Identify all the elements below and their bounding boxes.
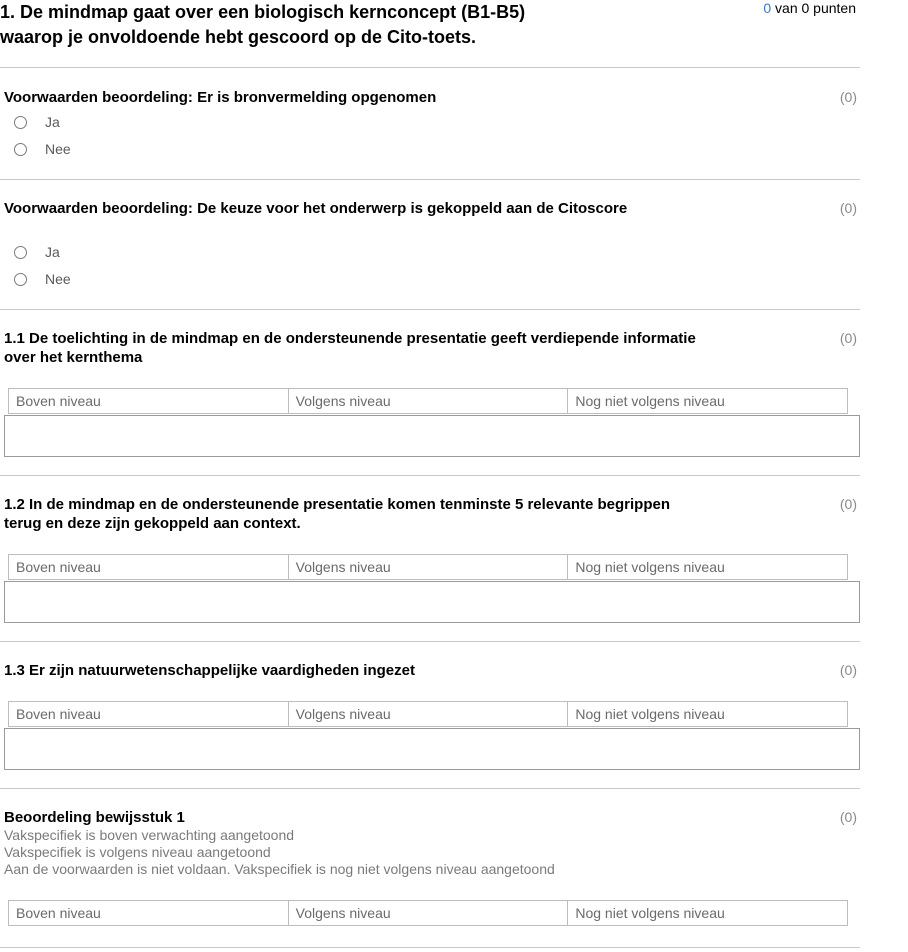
- radio-option-ja[interactable]: [14, 112, 60, 132]
- criterion-onderwerp-citoscore: [0, 179, 860, 310]
- criterion-title: Voorwaarden beoordeling: Er is bronvermelding opgenomen: [4, 89, 437, 106]
- criterion-title: 1.2 In de mindmap en de ondersteunende presentatie komen tenminste 5 relevante begrippen terug en deze zijn gekoppeld aan context.: [4, 496, 671, 532]
- criterion-title: Beoordeling bewijsstuk 1: [4, 809, 185, 826]
- criterion-1-3: [0, 641, 860, 789]
- level-boven-niveau[interactable]: Boven niveau: [16, 559, 101, 575]
- radio-button[interactable]: [14, 246, 27, 259]
- criterion-bronvermelding: [0, 67, 860, 180]
- comment-field[interactable]: [4, 415, 860, 457]
- radio-button[interactable]: [14, 116, 27, 129]
- question-title: 1. De mindmap gaat over een biologisch kernconcept (B1-B5) waarop je onvoldoende hebt gescoord op de Cito-toets.: [0, 2, 526, 47]
- radio-label: Ja: [45, 244, 60, 260]
- criterion-points: (0): [839, 496, 857, 512]
- score-total: van 0 punten: [771, 0, 856, 16]
- level-description: Aan de voorwaarden is niet voldaan. Vakspecifiek is nog niet volgens niveau aangetoond: [4, 861, 555, 877]
- level-description: Vakspecifiek is volgens niveau aangetoond: [4, 844, 271, 860]
- criterion-points: (0): [839, 809, 857, 825]
- criterion-points: (0): [839, 200, 857, 216]
- level-volgens-niveau[interactable]: Volgens niveau: [288, 555, 568, 579]
- level-boven-niveau[interactable]: Boven niveau: [16, 706, 101, 722]
- radio-label: Ja: [45, 114, 60, 130]
- radio-option-nee[interactable]: [14, 139, 71, 159]
- criterion-1-2: [0, 475, 860, 642]
- radio-button[interactable]: [14, 143, 27, 156]
- question-score: [763, 0, 856, 16]
- comment-field[interactable]: [4, 728, 860, 770]
- radio-option-nee[interactable]: [14, 269, 71, 289]
- radio-label: Nee: [45, 271, 71, 287]
- criterion-title: 1.3 Er zijn natuurwetenschappelijke vaardigheden ingezet: [4, 662, 415, 679]
- level-description: Vakspecifiek is boven verwachting aangetoond: [4, 827, 295, 843]
- level-nog-niet-volgens-niveau[interactable]: Nog niet volgens niveau: [567, 389, 847, 413]
- score-earned: 0: [763, 0, 772, 16]
- level-selector: [8, 388, 848, 414]
- criterion-points: (0): [839, 662, 857, 678]
- radio-label: Nee: [45, 141, 71, 157]
- level-selector: [8, 701, 848, 727]
- level-volgens-niveau[interactable]: Volgens niveau: [288, 389, 568, 413]
- level-volgens-niveau[interactable]: Volgens niveau: [288, 702, 568, 726]
- radio-option-ja[interactable]: [14, 242, 60, 262]
- criterion-beoordeling-bewijsstuk: [0, 788, 860, 948]
- criterion-title: Voorwaarden beoordeling: De keuze voor het onderwerp is gekoppeld aan de Citoscore: [4, 200, 628, 217]
- level-selector: [8, 900, 848, 926]
- level-boven-niveau[interactable]: Boven niveau: [16, 905, 101, 921]
- criterion-points: (0): [839, 330, 857, 346]
- radio-button[interactable]: [14, 273, 27, 286]
- level-nog-niet-volgens-niveau[interactable]: Nog niet volgens niveau: [567, 555, 847, 579]
- level-volgens-niveau[interactable]: Volgens niveau: [288, 901, 568, 925]
- criterion-1-1: [0, 309, 860, 476]
- criterion-title: 1.1 De toelichting in de mindmap en de ondersteunende presentatie geeft verdiepende informatie over het kernthema: [4, 330, 696, 366]
- comment-field[interactable]: [4, 581, 860, 623]
- level-nog-niet-volgens-niveau[interactable]: Nog niet volgens niveau: [567, 702, 847, 726]
- level-boven-niveau[interactable]: Boven niveau: [16, 393, 101, 409]
- level-selector: [8, 554, 848, 580]
- level-nog-niet-volgens-niveau[interactable]: Nog niet volgens niveau: [567, 901, 847, 925]
- criterion-points: (0): [839, 89, 857, 105]
